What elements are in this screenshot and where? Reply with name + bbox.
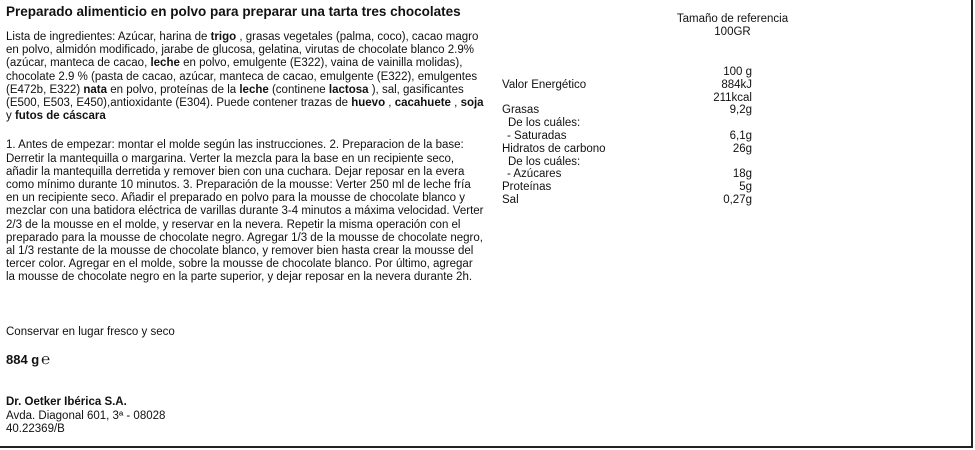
allergen-text: futos de cáscara xyxy=(14,110,106,123)
nutrition-row xyxy=(502,117,752,130)
ingredient-text: , grasas vegetales (palma, coco), cacao magro en polvo, almidón modificado, jarabe de glucosa, gelatina, virutas de chocolate blanco 2.9% (azúcar, manteca de cacao, xyxy=(6,31,479,70)
ingredient-text: Lista de ingredientes: Azúcar, harina de xyxy=(6,31,211,43)
nutrient-name: Grasas xyxy=(502,104,540,117)
ingredient-text: ), sal, gasificantes (E500, E503, E450),antioxidante (E304). Puede contener trazas de xyxy=(6,83,464,110)
nutrient-value: 884kJ xyxy=(721,78,752,91)
nutrient-name: Valor Energético xyxy=(502,78,587,91)
nutrient-value: 5g xyxy=(739,181,752,194)
ingredient-text: en polvo, proteínas de la xyxy=(107,83,240,96)
company-address: Avda. Diagonal 601, 3ª - 08028 xyxy=(6,409,166,422)
nutrient-name: De los cuáles: xyxy=(508,117,581,130)
nutrition-row xyxy=(502,168,752,181)
nutrient-value: 211kcal xyxy=(713,91,752,104)
nutrient-value: 26g xyxy=(732,142,752,155)
company-name: Dr. Oetker Ibérica S.A. xyxy=(6,396,127,408)
ingredient-text: en polvo, emulgente (E322), vaina de vainilla molidas), chocolate 2.9 % (pasta de cacao, azúcar, manteca de cacao, emulgente (E322), emulgentes (E472b, E322) xyxy=(6,57,478,96)
nutrient-name: Proteínas xyxy=(502,181,552,194)
allergen-text: leche xyxy=(239,83,269,96)
allergen-text: soja xyxy=(460,97,484,110)
reference-size xyxy=(630,13,835,39)
allergen-text: leche xyxy=(150,57,180,70)
nutrition-row xyxy=(502,143,752,156)
nutrition-header-row xyxy=(502,66,752,79)
company-code: 40.22369/B xyxy=(6,423,65,435)
nutrient-name: - Saturadas xyxy=(507,129,567,142)
nutrient-value: 18g xyxy=(732,168,752,181)
allergen-text: lactosa xyxy=(328,83,369,96)
nutrition-row xyxy=(502,130,752,143)
allergen-text: huevo xyxy=(351,97,386,110)
net-weight xyxy=(6,352,50,367)
nutrition-per-label: 100 g xyxy=(723,66,752,78)
nutrient-value: 0,27g xyxy=(723,193,752,206)
storage-instructions: Conservar en lugar fresco y seco xyxy=(6,326,175,338)
ingredient-text: y xyxy=(6,110,15,123)
ingredient-text: (continene xyxy=(268,83,329,96)
nutrient-name: - Azúcares xyxy=(507,168,562,181)
nutrition-row xyxy=(502,156,752,169)
nutrition-row xyxy=(502,181,752,194)
product-title: Preparado alimenticio en polvo para preparar una tarta tres chocolates xyxy=(6,4,461,19)
ingredients-list xyxy=(6,31,484,123)
nutrient-value: 6,1g xyxy=(729,129,752,142)
reference-size-value: 100GR xyxy=(714,26,751,38)
estimated-sign-icon: ℮ xyxy=(41,351,51,368)
allergen-text: nata xyxy=(83,83,108,96)
nutrition-row xyxy=(502,92,752,105)
allergen-text: trigo xyxy=(210,31,237,43)
allergen-text: cacahuete xyxy=(394,97,451,110)
nutrition-row xyxy=(502,104,752,117)
company-info xyxy=(6,396,165,437)
ingredient-text: , xyxy=(385,97,395,110)
ingredient-text: , xyxy=(450,97,461,110)
nutrition-row xyxy=(502,79,752,92)
nutrient-name: De los cuáles: xyxy=(508,155,581,168)
preparation-instructions: 1. Antes de empezar: montar el molde según las instrucciones. 2. Preparacion de la base: Derretir la mantequilla o margarina. Verter la mezcla para la base en un recipiente seco, añadir la mantequilla derretida y remover bien con una cuchara. Dejar reposar en la evera como mínimo durante 10 minutos. 3. Preparación de la mousse: Verter 250 ml de leche fría en un recipiente seco. Añadir el preparado en polvo para la mousse de chocolate blanco y mezclar con una batidora eléctrica de varillas durante 3-4 minutos a máxima velocidad. Verter 2/3 de la mousse en el molde, y reservar en la nevera. Repetir la misma operación con el preparado para la mousse de chocolate negro. Agregar 1/3 de la mousse de chocolate negro, al 1/3 restante de la mousse de chocolate blanco, y remover bien hasta crear la mousse del tercer color. Agregar en el molde, sobre la mousse de chocolate blanco. Por último, agregar la mousse de chocolate negro en la parte superior, y dejar reposar en la nevera durante 2h. xyxy=(6,139,484,284)
nutrition-table xyxy=(502,66,752,207)
nutrient-name: Sal xyxy=(502,193,519,206)
net-weight-value: 884 g xyxy=(6,352,40,367)
nutrition-row xyxy=(502,194,752,207)
nutrient-name: Hidratos de carbono xyxy=(502,142,606,155)
reference-size-label: Tamaño de referencia xyxy=(676,13,789,25)
left-column xyxy=(6,4,484,285)
nutrient-value: 9,2g xyxy=(729,104,752,117)
